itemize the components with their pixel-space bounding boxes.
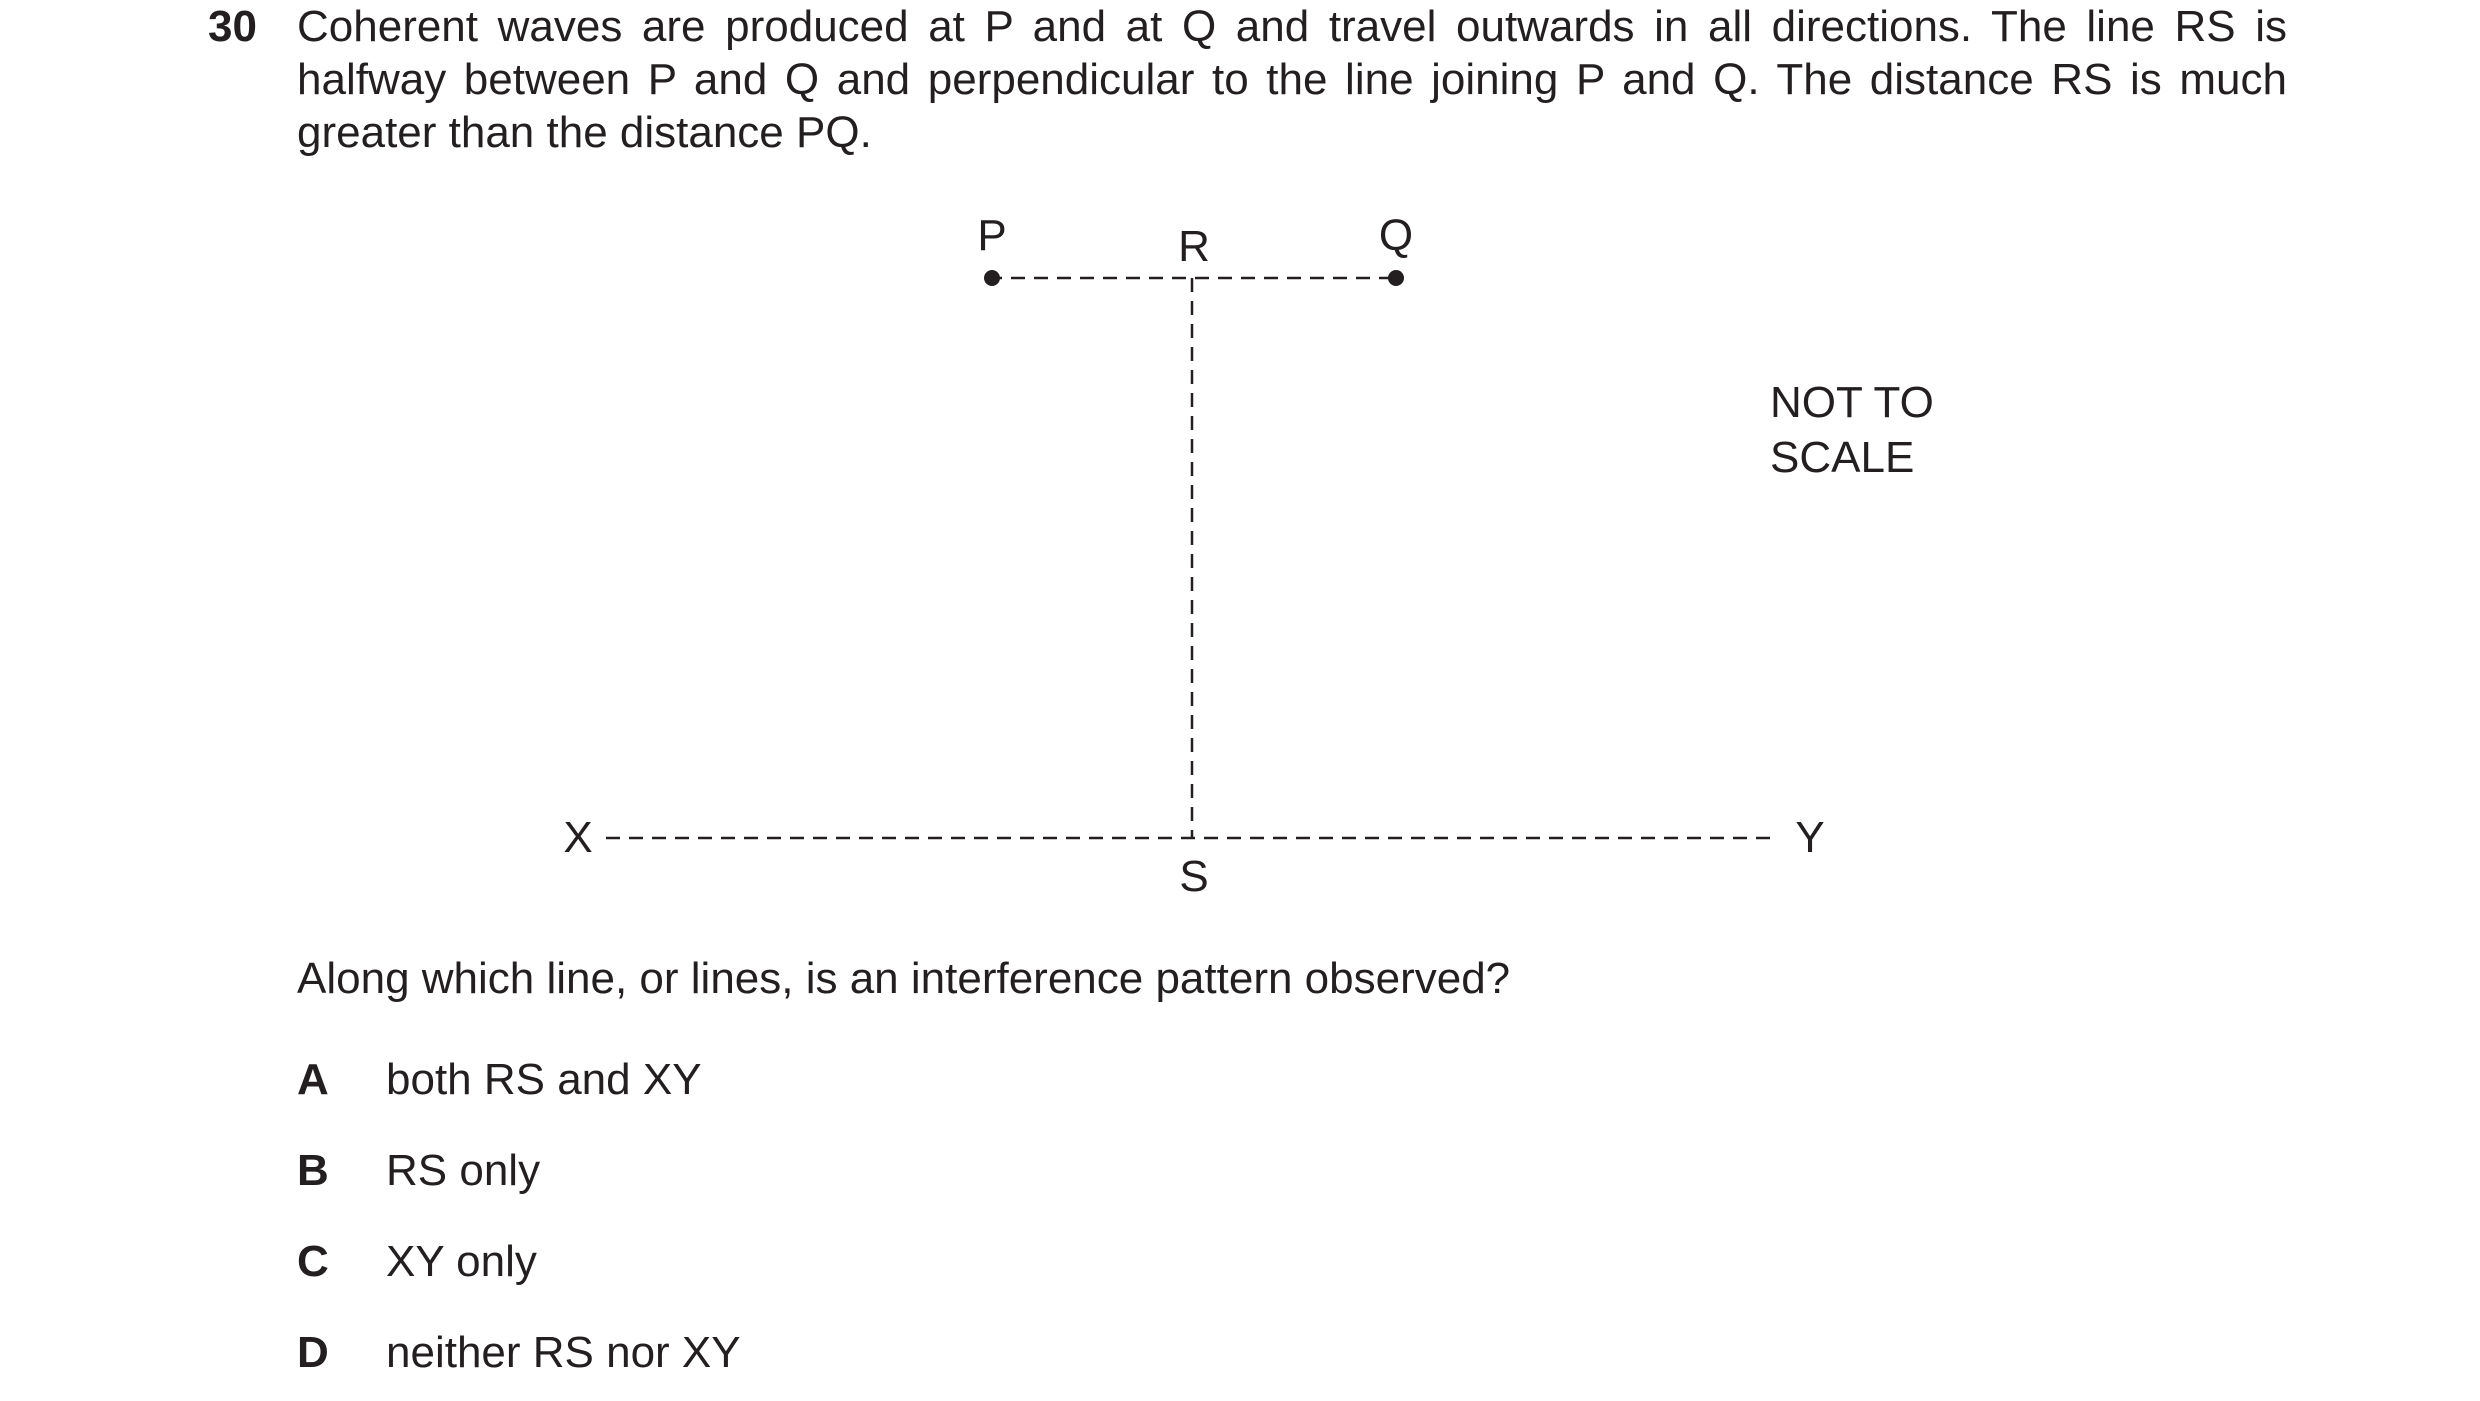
option-a[interactable] xyxy=(297,1053,1097,1106)
option-letter: C xyxy=(297,1237,329,1286)
option-text: RS only xyxy=(386,1146,541,1195)
label-s: S xyxy=(1179,852,1209,901)
option-c[interactable] xyxy=(297,1235,1097,1288)
option-text: XY only xyxy=(386,1237,537,1286)
stem-line-2: halfway between P and Q and perpendicular to the line joining P and Q. The distance RS is much xyxy=(297,55,2287,104)
option-text: both RS and XY xyxy=(386,1055,702,1104)
option-d[interactable] xyxy=(297,1326,1097,1379)
label-p: P xyxy=(977,211,1007,260)
not-to-scale-line-1: NOT TO xyxy=(1770,378,1934,427)
point-p xyxy=(984,270,1000,286)
label-x: X xyxy=(563,813,593,862)
label-q: Q xyxy=(1378,211,1414,260)
not-to-scale-line-2: SCALE xyxy=(1770,433,1915,482)
option-text: neither RS nor XY xyxy=(386,1328,741,1377)
option-letter: A xyxy=(297,1055,329,1104)
label-r: R xyxy=(1178,222,1210,271)
option-b[interactable] xyxy=(297,1144,1097,1197)
stem-line-3: greater than the distance PQ. xyxy=(297,108,872,157)
question-prompt: Along which line, or lines, is an interference pattern observed? xyxy=(297,954,1511,1003)
option-letter: D xyxy=(297,1328,329,1377)
point-q xyxy=(1388,270,1404,286)
question-number: 30 xyxy=(208,2,257,51)
label-y: Y xyxy=(1795,813,1825,862)
option-letter: B xyxy=(297,1146,329,1195)
stem-line-1: Coherent waves are produced at P and at Q and travel outwards in all directions. The line RS is xyxy=(297,2,2287,51)
